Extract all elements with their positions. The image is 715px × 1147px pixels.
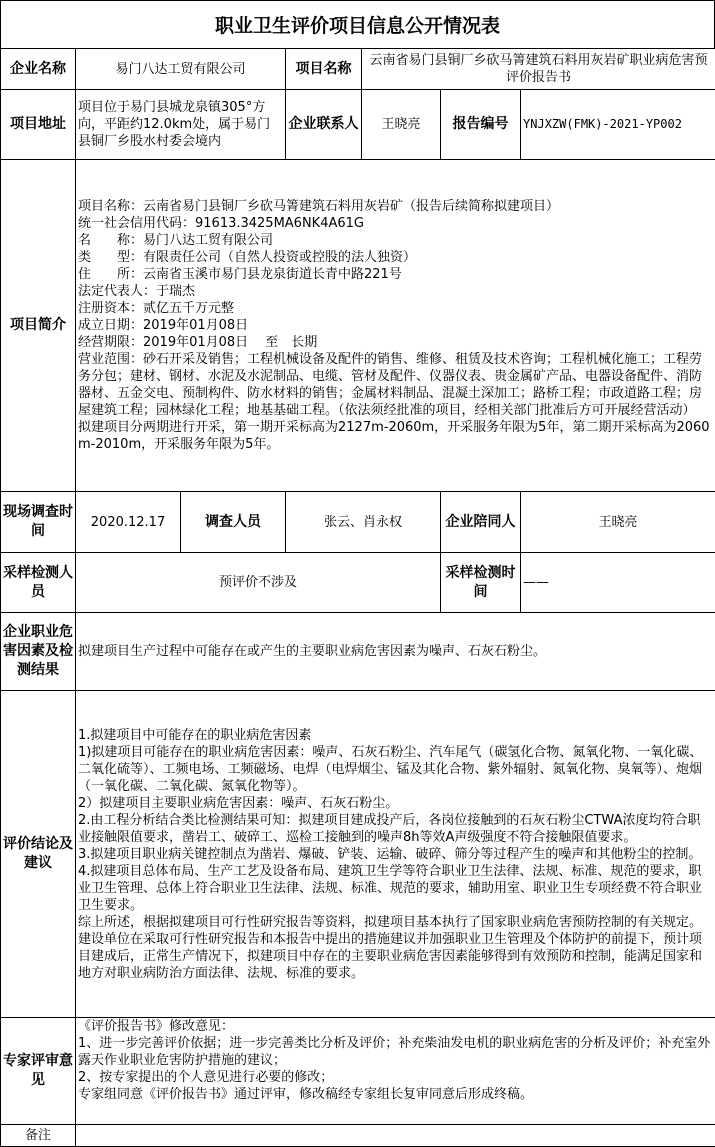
conclusion-line: 4.拟建项目总体布局、生产工艺及设备布局、建筑卫生学等符合职业卫生法律、法规、标准、规范的要求，职业卫生管理、总体上符合职业卫生法律、法规、标准、规范的要求，辅助用室、职业卫生专项经费不符合职业卫生要求。 (78, 863, 703, 913)
address-label: 项目地址 (1, 90, 76, 160)
sampling-time: —— (521, 553, 715, 613)
address-value: 项目位于易门县城龙泉镇305°方向，平距约12.0km处，属于易门县铜厂乡股水村委会境内 (76, 90, 286, 160)
info-table (0, 48, 715, 1147)
conclusion-line: 1.拟建项目中可能存在的职业病危害因素 (78, 727, 312, 743)
intro-line: 法定代表人：于瑞杰 (78, 284, 196, 299)
row-sampling (1, 553, 715, 613)
sampling-time-label: 采样检测时间 (441, 553, 521, 613)
contact-value: 王晓亮 (362, 90, 441, 160)
remarks-label: 备注 (1, 1125, 76, 1147)
sampling-staff: 预评价不涉及 (76, 553, 441, 613)
intro-line: 注册资本：贰亿五千万元整 (78, 301, 235, 316)
intro-line: 成立日期：2019年01月08日 (78, 318, 249, 333)
intro-line: 住 所：云南省玉溪市易门县龙泉街道长青中路221号 (78, 267, 402, 282)
conclusion-line: 1)拟建项目可能存在的职业病危害因素：噪声、石灰石粉尘、汽车尾气（碳氢化合物、氮氧化物、一氧化碳、二氧化硫等）、工频电场、工频磁场、电焊（电焊烟尘、锰及其化合物、紫外辐射、氮氧化物、臭氧等）、炮烟（一氧化碳、二氧化碳、氮氧化物等）。 (78, 744, 703, 794)
row-conclusion (1, 691, 715, 1018)
expert-label: 专家评审意见 (1, 1018, 76, 1125)
company-value: 易门八达工贸有限公司 (76, 49, 286, 90)
project-label: 项目名称 (286, 49, 362, 90)
conclusion-line: 综上所述，根据拟建项目可行性研究报告等资料，拟建项目基本执行了国家职业病危害预防控制的有关规定。建设单位在采取可行性研究报告和本报告中提出的措施建议并加强职业卫生管理及个体防护的前提下，预计项目建成后，正常生产情况下，拟建项目中存在的主要职业病危害因素能够得到有效预防和控制，能满足国家和地方对职业病防治方面法律、法规、标准的要求。 (78, 914, 703, 981)
report-no-value: YNJXZW(FMK)-2021-YP002 (521, 90, 715, 160)
conclusion-line: 2）拟建项目主要职业病危害因素：噪声、石灰石粉尘。 (78, 795, 399, 811)
survey-staff-label: 调查人员 (181, 492, 286, 553)
report-no-label: 报告编号 (441, 90, 521, 160)
conclusion-line: 2.由工程分析结合类比检测结果可知：拟建项目建成投产后，各岗位接触到的石灰石粉尘CTWA浓度均符合职业接触限值要求，凿岩工、破碎工、巡检工接触到的噪声8h等效A声级强度不符合接触限值要求。 (78, 812, 701, 845)
hazards-text: 拟建项目生产过程中可能存在或产生的主要职业病危害因素为噪声、石灰石粉尘。 (76, 613, 715, 691)
project-value: 云南省易门县铜厂乡砍马箐建筑石料用灰岩矿职业病危害预评价报告书 (362, 49, 715, 90)
intro-content (76, 160, 715, 492)
expert-line: 2、按专家提出的个人意见进行必要的修改； (78, 1070, 334, 1085)
conclusion-line: 3.拟建项目职业病关键控制点为凿岩、爆破、铲装、运输、破碎、筛分等过程产生的噪声和其他粉尘的控制。 (78, 846, 702, 862)
intro-line: 名 称：易门八达工贸有限公司 (78, 233, 274, 248)
survey-date: 2020.12.17 (76, 492, 181, 553)
escort-label: 企业陪同人 (441, 492, 521, 553)
remarks-value (76, 1125, 715, 1147)
company-label: 企业名称 (1, 49, 76, 90)
row-survey (1, 492, 715, 553)
intro-line: 拟建项目分两期进行开采，第一期开采标高为2127m-2060m，开采服务年限为5年，第二期开采标高为2060m-2010m，开采服务年限为5年。 (78, 420, 710, 452)
contact-label: 企业联系人 (286, 90, 362, 160)
expert-content (76, 1018, 715, 1125)
intro-line: 项目名称：云南省易门县铜厂乡砍马箐建筑石料用灰岩矿（报告后续简称拟建项目） (78, 199, 560, 214)
intro-line: 营业范围：砂石开采及销售；工程机械设备及配件的销售、维修、租赁及技术咨询；工程机械化施工；工程劳务分包；建材、钢材、水泥及水泥制品、电缆、管材及配件、仪器仪表、贵金属矿产品、电器设备配件、消防器材、五金交电、预制构件、防水材料的销售；金属材料制品、混凝土深加工；路桥工程；市政道路工程；房屋建筑工程；园林绿化工程；地基基础工程。（依法须经批准的项目，经相关部门批准后方可开展经营活动） (78, 352, 703, 418)
expert-line: 专家组同意《评价报告书》通过评审，修改稿经专家组长复审同意后形成终稿。 (78, 1087, 534, 1102)
expert-line: 1、进一步完善评价依据；进一步完善类比分析及评价；补充柴油发电机的职业病危害的分析及评价；补充室外露天作业职业危害防护措施的建议； (78, 1036, 711, 1068)
sampling-label: 采样检测人员 (1, 553, 76, 613)
page-title: 职业卫生评价项目信息公开情况表 (0, 0, 715, 48)
row-address (1, 90, 715, 160)
conclusion-content (76, 691, 715, 1018)
intro-label: 项目简介 (1, 160, 76, 492)
row-remarks (1, 1125, 715, 1147)
row-hazards (1, 613, 715, 691)
survey-staff: 张云、肖永权 (286, 492, 441, 553)
survey-label: 现场调查时间 (1, 492, 76, 553)
conclusion-label: 评价结论及建议 (1, 691, 76, 1018)
escort-value: 王晓亮 (521, 492, 715, 553)
row-intro (1, 160, 715, 492)
intro-line: 统一社会信用代码：91613.3425MA6NK4A61G (78, 216, 364, 231)
row-company (1, 49, 715, 90)
expert-line: 《评价报告书》修改意见： (78, 1019, 235, 1034)
row-expert (1, 1018, 715, 1125)
intro-line: 经营期限：2019年01月08日 至 长期 (78, 335, 318, 350)
hazards-label: 企业职业危害因素及检测结果 (1, 613, 76, 691)
intro-line: 类 型：有限责任公司（自然人投资或控股的法人独资） (78, 250, 417, 265)
